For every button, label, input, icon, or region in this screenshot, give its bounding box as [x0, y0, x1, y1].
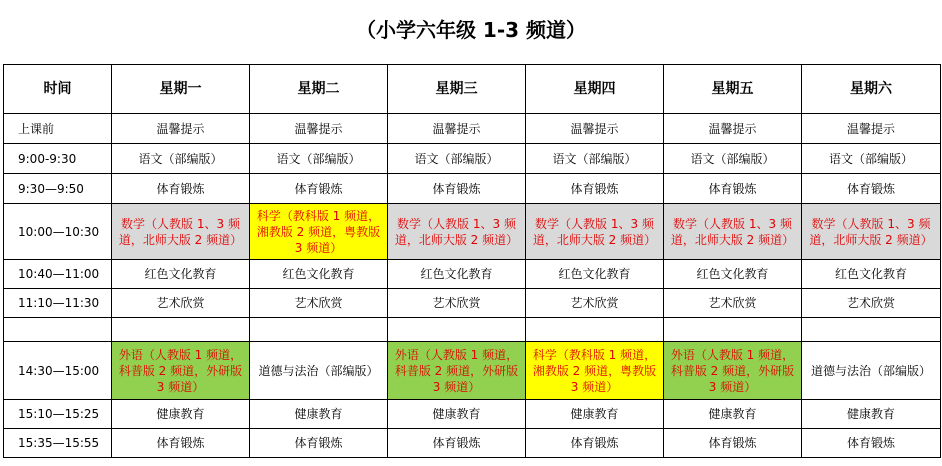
- time-cell: 14:30—15:00: [4, 342, 112, 400]
- table-cell: 体育锻炼: [250, 174, 388, 204]
- table-cell: 红色文化教育: [526, 260, 664, 289]
- table-cell: 体育锻炼: [664, 174, 802, 204]
- table-cell: 体育锻炼: [802, 429, 941, 458]
- table-cell: 体育锻炼: [112, 174, 250, 204]
- table-cell: 数学（人教版 1、3 频道，北师大版 2 频道）: [388, 204, 526, 260]
- table-cell: 艺术欣赏: [250, 289, 388, 318]
- time-cell: 15:10—15:25: [4, 400, 112, 429]
- table-cell: 数学（人教版 1、3 频道，北师大版 2 频道）: [664, 204, 802, 260]
- table-cell: 健康教育: [802, 400, 941, 429]
- time-cell: [4, 318, 112, 342]
- table-cell: 数学（人教版 1、3 频道，北师大版 2 频道）: [526, 204, 664, 260]
- table-cell: 健康教育: [664, 400, 802, 429]
- time-cell: 11:10—11:30: [4, 289, 112, 318]
- header-thursday: 星期四: [526, 65, 664, 114]
- table-row: [4, 400, 941, 429]
- table-cell: 科学（教科版 1 频道，湘教版 2 频道，粤教版 3 频道）: [526, 342, 664, 400]
- time-cell: 10:00—10:30: [4, 204, 112, 260]
- time-cell: 9:00-9:30: [4, 144, 112, 174]
- table-cell: 艺术欣赏: [526, 289, 664, 318]
- table-cell: 温馨提示: [112, 114, 250, 144]
- table-row: [4, 289, 941, 318]
- table-cell: 语文（部编版）: [802, 144, 941, 174]
- table-cell: 温馨提示: [388, 114, 526, 144]
- table-cell: 艺术欣赏: [388, 289, 526, 318]
- table-cell: 体育锻炼: [526, 174, 664, 204]
- table-cell: 温馨提示: [526, 114, 664, 144]
- table-row: [4, 144, 941, 174]
- table-cell: 温馨提示: [802, 114, 941, 144]
- table-cell: 健康教育: [388, 400, 526, 429]
- table-cell: 红色文化教育: [802, 260, 941, 289]
- table-cell: 语文（部编版）: [526, 144, 664, 174]
- table-cell: 体育锻炼: [664, 429, 802, 458]
- table-cell: 外语（人教版 1 频道，科普版 2 频道，外研版 3 频道）: [664, 342, 802, 400]
- table-cell: 外语（人教版 1 频道，科普版 2 频道，外研版 3 频道）: [388, 342, 526, 400]
- table-cell: 红色文化教育: [388, 260, 526, 289]
- table-cell: 红色文化教育: [664, 260, 802, 289]
- header-monday: 星期一: [112, 65, 250, 114]
- table-cell: 科学（教科版 1 频道，湘教版 2 频道，粤教版 3 频道）: [250, 204, 388, 260]
- header-row: [4, 65, 941, 114]
- table-row: [4, 318, 941, 342]
- time-cell: 上课前: [4, 114, 112, 144]
- time-cell: 10:40—11:00: [4, 260, 112, 289]
- table-cell: 体育锻炼: [112, 429, 250, 458]
- header-time: 时间: [4, 65, 112, 114]
- table-row: [4, 174, 941, 204]
- table-row: [4, 342, 941, 400]
- header-wednesday: 星期三: [388, 65, 526, 114]
- table-cell: 道德与法治（部编版）: [250, 342, 388, 400]
- table-cell: 外语（人教版 1 频道，科普版 2 频道，外研版 3 频道）: [112, 342, 250, 400]
- table-cell: 体育锻炼: [388, 174, 526, 204]
- table-cell: [250, 318, 388, 342]
- table-cell: 语文（部编版）: [664, 144, 802, 174]
- table-cell: 艺术欣赏: [802, 289, 941, 318]
- table-cell: 数学（人教版 1、3 频道，北师大版 2 频道）: [112, 204, 250, 260]
- table-cell: 红色文化教育: [250, 260, 388, 289]
- table-cell: 温馨提示: [664, 114, 802, 144]
- table-cell: [526, 318, 664, 342]
- table-cell: 健康教育: [250, 400, 388, 429]
- table-cell: 红色文化教育: [112, 260, 250, 289]
- time-cell: 9:30—9:50: [4, 174, 112, 204]
- table-cell: [388, 318, 526, 342]
- table-cell: 道德与法治（部编版）: [802, 342, 941, 400]
- page-title: （小学六年级 1-3 频道）: [355, 18, 587, 42]
- table-cell: 语文（部编版）: [250, 144, 388, 174]
- table-cell: [664, 318, 802, 342]
- table-row: [4, 429, 941, 458]
- header-tuesday: 星期二: [250, 65, 388, 114]
- table-cell: 体育锻炼: [526, 429, 664, 458]
- schedule-table: [3, 64, 941, 458]
- table-cell: 健康教育: [112, 400, 250, 429]
- table-cell: [802, 318, 941, 342]
- table-row: [4, 204, 941, 260]
- time-cell: 15:35—15:55: [4, 429, 112, 458]
- table-cell: 语文（部编版）: [388, 144, 526, 174]
- header-saturday: 星期六: [802, 65, 941, 114]
- table-cell: [112, 318, 250, 342]
- table-row: [4, 114, 941, 144]
- table-cell: 健康教育: [526, 400, 664, 429]
- table-cell: 体育锻炼: [388, 429, 526, 458]
- table-cell: 体育锻炼: [250, 429, 388, 458]
- table-cell: 艺术欣赏: [112, 289, 250, 318]
- table-cell: 语文（部编版）: [112, 144, 250, 174]
- table-cell: 温馨提示: [250, 114, 388, 144]
- table-cell: 艺术欣赏: [664, 289, 802, 318]
- header-friday: 星期五: [664, 65, 802, 114]
- table-row: [4, 260, 941, 289]
- table-cell: 体育锻炼: [802, 174, 941, 204]
- table-cell: 数学（人教版 1、3 频道，北师大版 2 频道）: [802, 204, 941, 260]
